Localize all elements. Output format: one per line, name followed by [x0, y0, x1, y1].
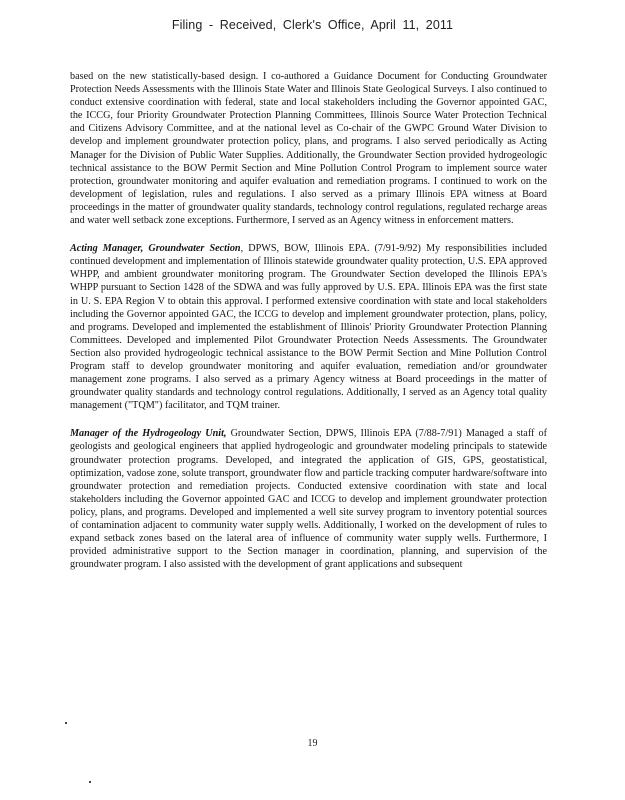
scan-speck — [65, 722, 67, 724]
paragraph-text: based on the new statistically-based design. I co-authored a Guidance Document for Conducting Groundwater Protection Needs Assessments with the Illinois State Water and Illinois State Geological Surveys. I also continued to conduct extensive coordination with federal, state and local stakeholders including the Governor appointed GAC, the ICCG, four Priority Groundwater Protection Planning Committees, Illinois Source Water Protection Technical and Citizens Advisory Committee, and at the national level as Co-chair of the GWPC Ground Water Division to develop and implement groundwater protection policy, plans, and programs. I also served periodically as Acting Manager for the Division of Public Water Supplies. Additionally, the Groundwater Section provided hydrogeologic technical assistance to the BOW Permit Section and Mine Pollution Control Program to implement source water protection, groundwater monitoring and aquifer evaluation and remediation programs. I continued to work on the development of legislation, rules and regulations. I also served as a primary Illinois EPA witness at Board proceedings in the matter of groundwater quality standards, technology control regulations, regulated recharge areas and water well setback zone exceptions. Furthermore, I served as an Agency witness in enforcement matters. — [70, 71, 547, 227]
paragraph-acting-manager — [70, 242, 547, 412]
position-details: , DPWS, BOW, Illinois EPA. (7/91-9/92) — [240, 243, 421, 255]
page-number: 19 — [307, 738, 318, 749]
scan-speck — [89, 781, 91, 783]
filing-header: Filing - Received, Clerk's Office, April 11, 2011 — [171, 18, 454, 32]
position-heading: Acting Manager, Groundwater Section — [70, 243, 241, 255]
paragraph-continuation — [70, 70, 547, 227]
paragraph-hydrogeology-unit — [70, 427, 547, 571]
document-body — [70, 70, 547, 586]
position-details: Groundwater Section, DPWS, Illinois EPA (7/88-7/91) — [226, 428, 462, 440]
position-heading: Manager of the Hydrogeology Unit, — [70, 428, 227, 440]
paragraph-text: My responsibilities included continued development and implementation of Illinois statewide groundwater quality protection, U.S. EPA approved WHPP, and ambient groundwater monitoring program. The Groundwater Section developed the Illinois EPA's WHPP pursuant to Section 1428 of the SDWA and was fully approved by U.S. EPA. Illinois EPA was the first state in U. S. EPA Region V to obtain this approval. I performed extensive coordination with state and local stakeholders including the Governor appointed GAC, the ICCG to develop and implement groundwater protection, plans, policy, and programs. Developed and implemented the establishment of Illinois' Priority Groundwater Protection Planning Committees. Developed and implemented Pilot Groundwater Protection Needs Assessments. The Groundwater Section also provided hydrogeologic technical assistance to the BOW Permit Section and Mine Pollution Control Program staff to develop groundwater monitoring and aquifer evaluation, remediation and/or groundwater management zone programs. I also served as a primary Agency witness at Board proceedings in the matter of groundwater quality standards and technology control regulations. Additionally, I served as an Agency total quality management ("TQM") facilitator, and TQM trainer. — [70, 243, 548, 412]
paragraph-text: Managed a staff of geologists and geological engineers that applied hydrogeologic and groundwater modeling principals to statewide groundwater protection programs. Developed, and integrated the application of GIS, GPS, geostatistical, optimization, vadose zone, solute transport, groundwater flow and particle tracking computer hardware/software into groundwater protection and remediation projects. Conducted extensive coordination with state and local stakeholders including the Governor appointed GAC and ICCG to develop and implement groundwater protection policy, plans, and programs. Developed and implemented a well site survey program to inventory potential sources of contamination adjacent to community water supply wells. Additionally, I worked on the development of rules to expand setback zones based on the lateral area of influence of community water supply wells. Furthermore, I provided administrative support to the Section manager in coordination, planning, and supervision of the groundwater program. I also assisted with the development of grant applications and subsequent — [70, 428, 547, 571]
